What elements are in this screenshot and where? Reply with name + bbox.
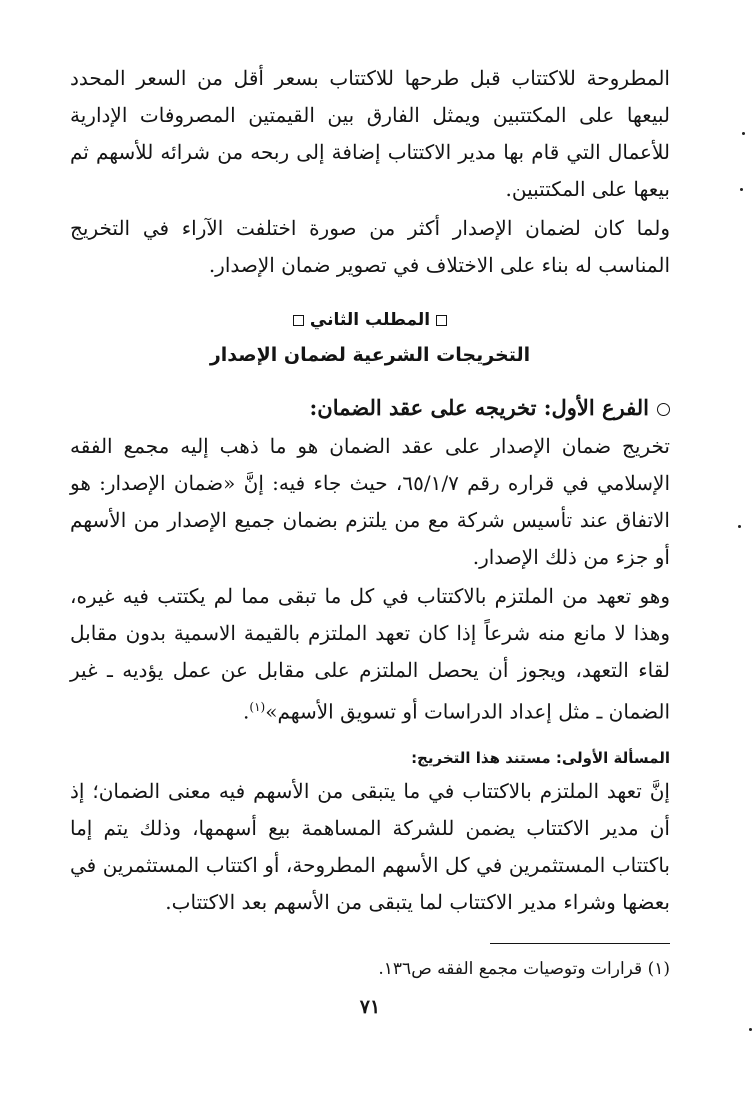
section-title: المطلب الثاني (309, 310, 431, 330)
issue-paragraph: إنَّ تعهد الملتزم بالاكتتاب في ما يتبقى من الأسهم فيه معنى الضمان؛ إذ أن مدير الاكتتاب يضمن للشركة المساهمة بيع أسهمها، وذلك يتم إما باكتتاب المستثمرين في كل الأسهم المطروحة، أو اكتتاب المستثمرين في بعضها وشراء مدير الاكتتاب لما يتبقى من الأسهم بعد الاكتتاب. (70, 778, 670, 914)
branch-heading-row (70, 388, 670, 428)
page-number: ٧١ (359, 995, 381, 1018)
section-subtitle: التخريجات الشرعية لضمان الإصدار (209, 344, 531, 366)
footnote: (١) قرارات وتوصيات مجمع الفقه ص١٣٦. (378, 958, 670, 979)
circle-bullet-icon (657, 403, 670, 416)
book-page (70, 60, 670, 1018)
branch-paragraph-2: وهو تعهد من الملتزم بالاكتتاب في كل ما تبقى مما لم يكتتب فيه غيره، وهذا لا مانع منه شرعاً إذا كان تعهد الملتزم بالقيمة الاسمية بدون مقابل لقاء التعهد، ويجوز أن يحصل الملتزم على مقابل عن عمل يؤديه ـ غير الضمان ـ مثل إعداد الدراسات أو تسويق الأسهم» (70, 584, 670, 724)
branch-paragraph-2-wrapper (70, 578, 670, 731)
square-ornament-icon (436, 315, 447, 326)
square-ornament-icon (293, 315, 304, 326)
closing-period: . (243, 699, 250, 724)
footnote-reference[interactable]: (١) (249, 700, 266, 714)
branch-paragraph-1: تخريج ضمان الإصدار على عقد الضمان هو ما ذهب إليه مجمع الفقه الإسلامي في قراره رقم ٦٥/١/٧، حيث جاء فيه: إنَّ «ضمان الإصدار: هو الاتفاق عند تأسيس شركة مع من يلتزم بضمان جميع الإصدار من الأسهم أو جزء من ذلك الإصدار. (70, 434, 671, 569)
footnote-divider (490, 943, 670, 944)
branch-heading: الفرع الأول: تخريجه على عقد الضمان: (309, 395, 649, 420)
scan-speck (749, 1028, 752, 1031)
scan-speck (742, 132, 745, 135)
intro-paragraph-2: ولما كان لضمان الإصدار أكثر من صورة اختلفت الآراء في التخريج المناسب له بناء على الاختلاف في تصوير ضمان الإصدار. (70, 216, 670, 277)
section-title-row (70, 310, 670, 330)
intro-paragraph-1: المطروحة للاكتتاب قبل طرحها للاكتتاب بسعر أقل من السعر المحدد لبيعها على المكتتبين ويمثل الفارق بين القيمتين المصروفات الإدارية للأعمال التي قام بها مدير الاكتتاب إضافة إلى ربحه من شرائه للأسهم ثم بيعها على المكتتبين. (70, 66, 670, 201)
scan-speck (740, 188, 743, 191)
issue-heading: المسألة الأولى: مستند هذا التخريج: (411, 748, 670, 767)
scan-speck (738, 525, 741, 528)
